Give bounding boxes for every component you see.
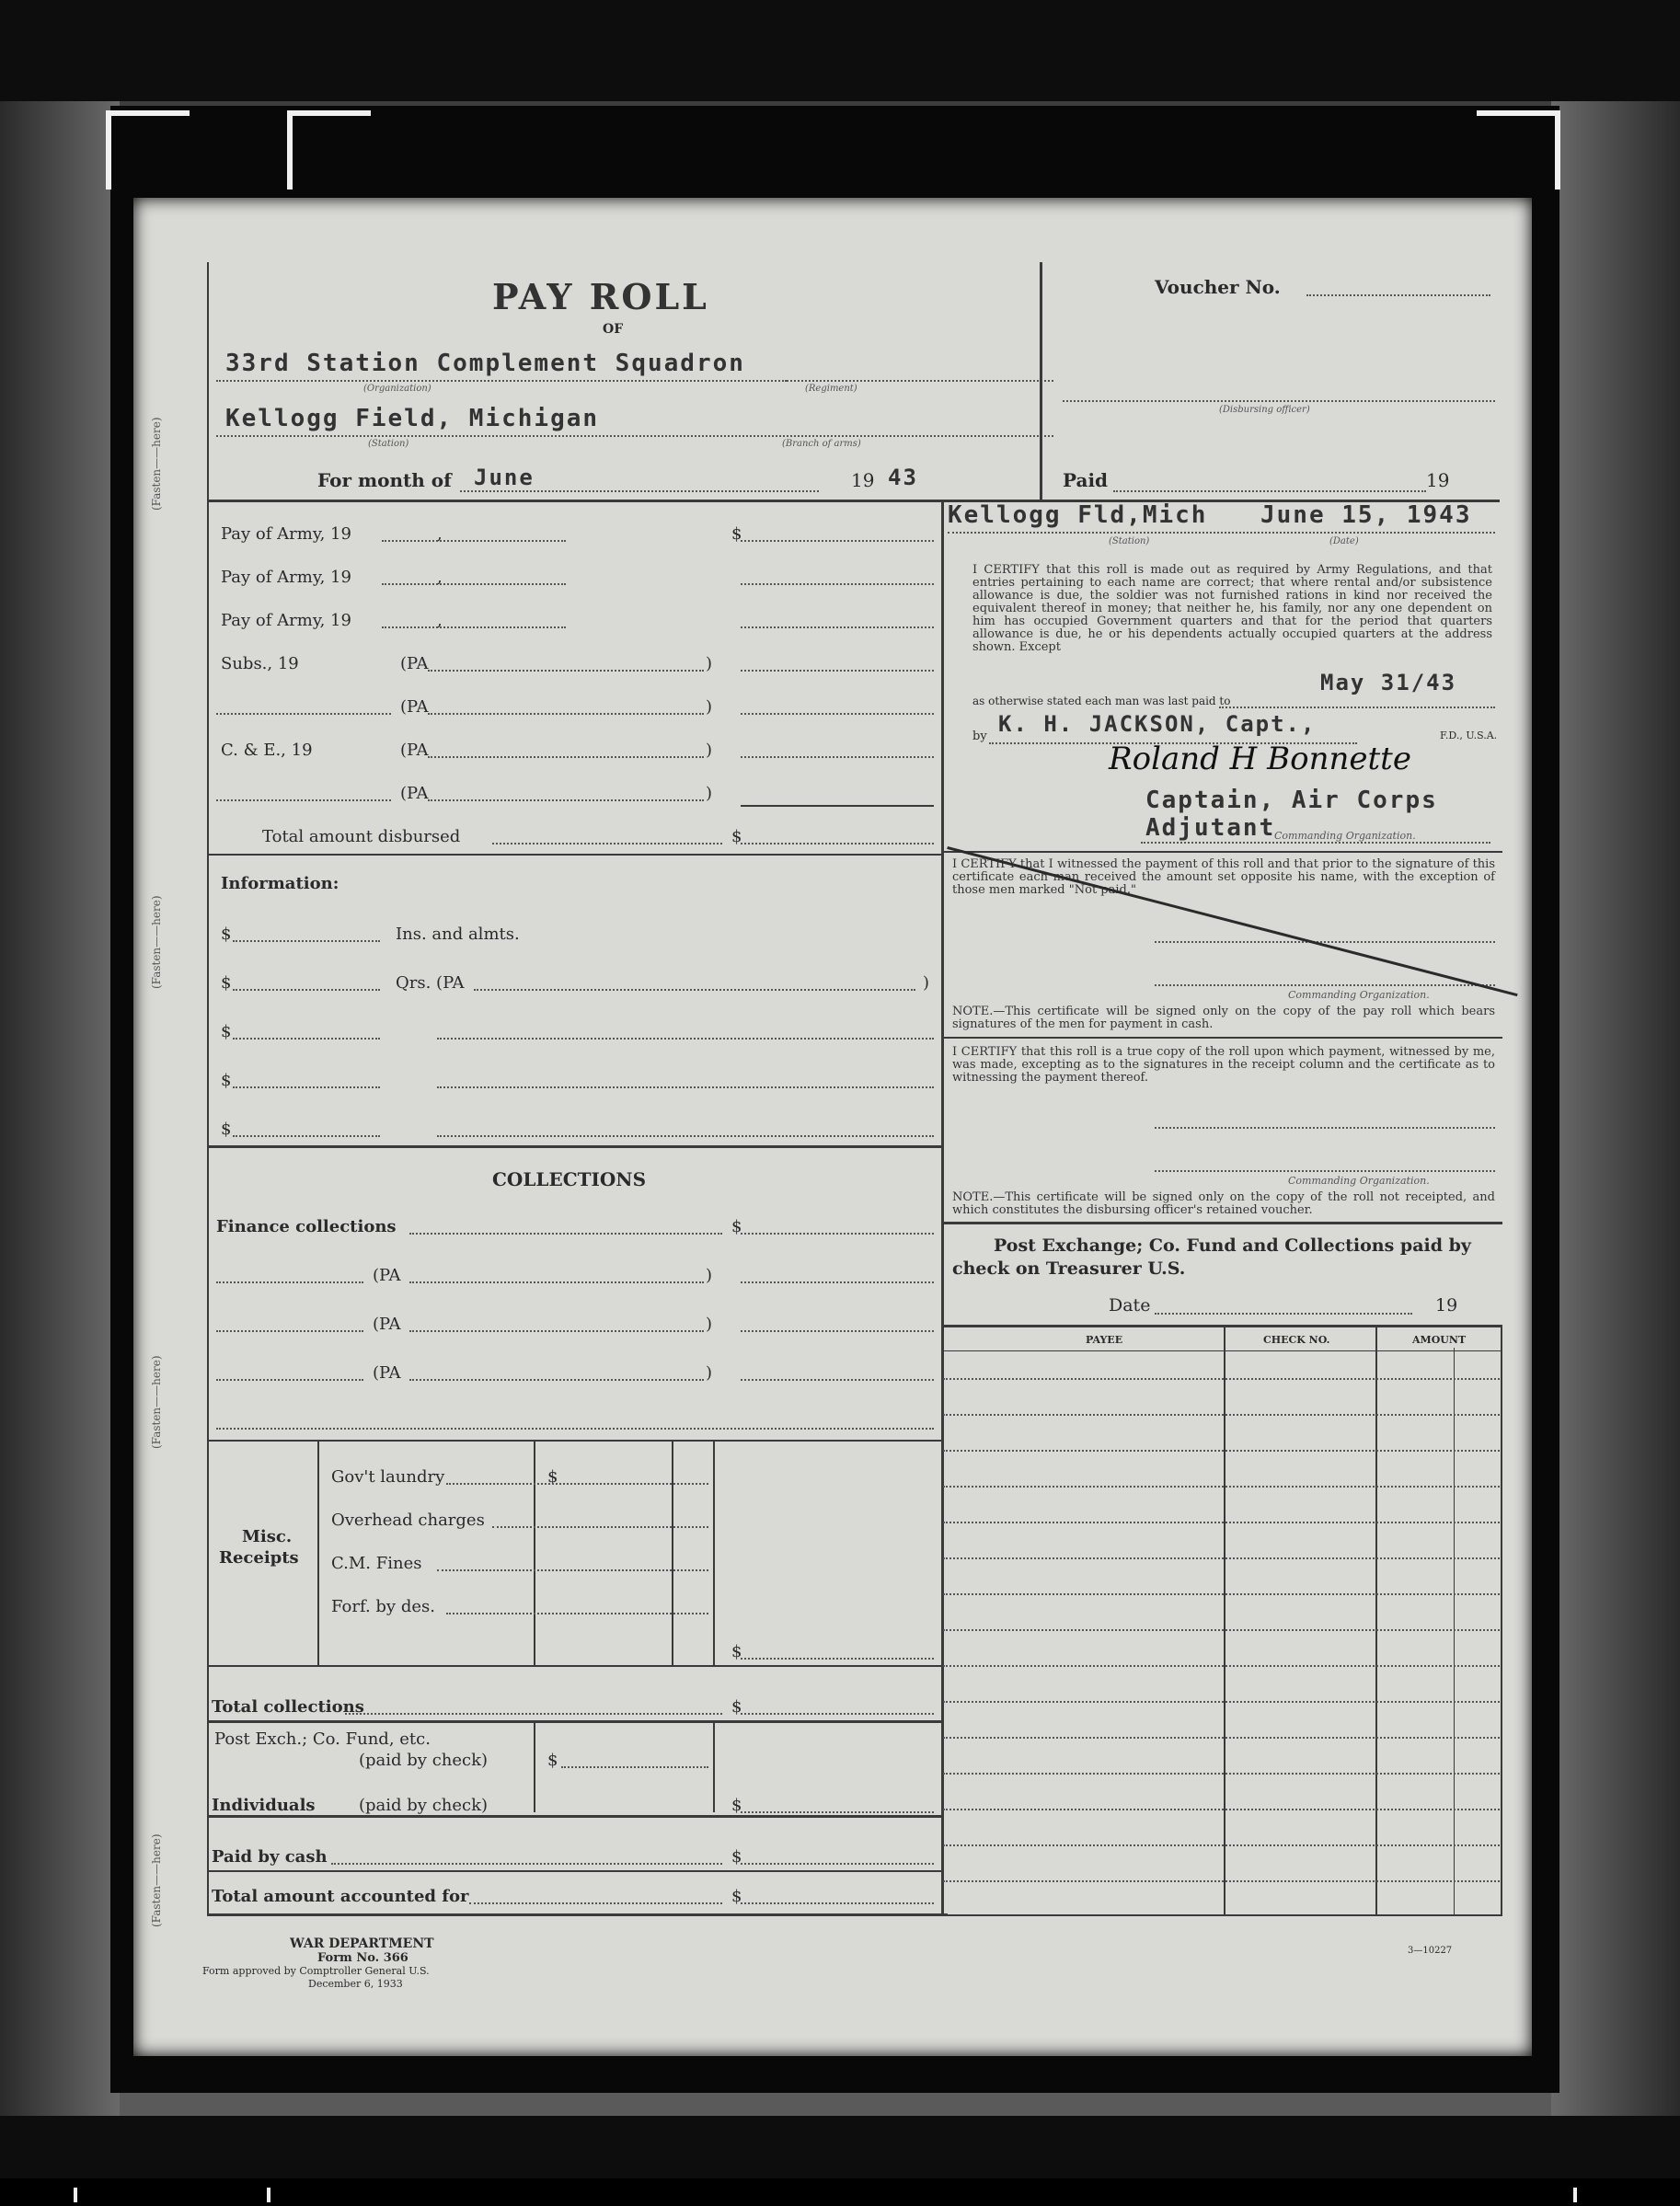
finance-amount-line <box>741 1233 934 1235</box>
year-value: 43 <box>888 465 918 490</box>
officer-title: Adjutant <box>1145 814 1276 842</box>
note-1: NOTE.—This certificate will be signed only on the copy of the pay roll which bears signatures of the men for payment in cash. <box>952 1005 1495 1031</box>
pay-row-amount-line <box>741 713 934 715</box>
payee-row-line <box>943 1629 1500 1631</box>
info-line <box>474 989 915 991</box>
note-2-rule <box>941 1222 1502 1224</box>
station-value: Kellogg Field, Michigan <box>225 405 600 432</box>
collection-pa-line <box>216 1281 363 1283</box>
info-text: Ins. and almts. <box>396 925 520 944</box>
total-disbursed-line <box>492 843 722 844</box>
pay-row-line <box>428 799 704 801</box>
footer-approved: Form approved by Comptroller General U.S. <box>202 1965 430 1977</box>
officer-signature: Roland H Bonnette <box>1109 741 1411 777</box>
organization-caption: (Organization) <box>363 384 432 394</box>
pay-row-amount-rule <box>741 805 934 807</box>
total-accounted-dollar: $ <box>731 1887 742 1906</box>
pay-row-line <box>216 713 391 715</box>
film-edge-right <box>1551 101 1680 2116</box>
total-collections-dollar: $ <box>731 1697 742 1717</box>
film-bottom-bar <box>0 2178 1680 2206</box>
header-divider <box>1040 262 1042 501</box>
misc-line <box>446 1483 708 1485</box>
payee-row-line <box>943 1486 1500 1488</box>
crop-mark-right <box>1477 110 1560 190</box>
voucher-line <box>1306 294 1490 296</box>
info-line <box>437 1135 934 1137</box>
misc-item: Forf. by des. <box>331 1597 435 1616</box>
total-disbursed-dollar: $ <box>731 827 742 846</box>
total-disbursed-amount-line <box>741 843 934 844</box>
note-2: NOTE.—This certificate will be signed only on the copy of the roll not receipted, and which constitutes the disbursing officer's retained voucher. <box>952 1190 1495 1217</box>
info-text: Qrs. (PA <box>396 973 465 993</box>
right-border <box>1501 1325 1502 1916</box>
paid-line <box>1113 490 1426 492</box>
regiment-line <box>787 380 1053 382</box>
post-box-divider-2 <box>713 1720 715 1812</box>
post-exch-label-2: (paid by check) <box>359 1751 489 1770</box>
crop-mark-left <box>106 110 190 190</box>
officer-line <box>1141 842 1490 844</box>
paid-label: Paid <box>1063 469 1109 491</box>
individuals-rule <box>207 1815 943 1818</box>
payee-row-line <box>943 1378 1500 1380</box>
info-dollar: $ <box>221 973 232 993</box>
finance-dollar: $ <box>731 1217 742 1236</box>
info-bottom-rule <box>207 1145 943 1148</box>
voucher-label: Voucher No. <box>1155 276 1281 298</box>
total-accounted-label: Total amount accounted for <box>212 1887 469 1906</box>
collection-pa: (PA <box>373 1363 401 1383</box>
pay-row-label: Pay of Army, 19 <box>221 611 351 630</box>
officer-rank: Captain, Air Corps <box>1145 787 1438 814</box>
info-dollar: $ <box>221 1120 232 1139</box>
collection-pa-close: ) <box>706 1363 713 1383</box>
pay-row-amount-line <box>741 670 934 672</box>
form-of: OF <box>603 322 624 337</box>
paid-to-typed: May 31/43 <box>1320 670 1457 695</box>
collection-pa-line <box>216 1330 363 1332</box>
pay-row-close: ) <box>706 741 713 760</box>
collection-pa-close: ) <box>706 1315 713 1334</box>
total-accounted-line <box>469 1902 722 1904</box>
pay-row-mid: (PA <box>400 654 429 673</box>
organization-value: 33rd Station Complement Squadron <box>225 350 745 377</box>
post-exchange-date-label: Date <box>1109 1295 1151 1316</box>
true-copy-line <box>1155 1127 1495 1129</box>
commanding-caption-2: Commanding Organization. <box>1288 989 1430 1001</box>
amount-column-header: AMOUNT <box>1412 1334 1467 1346</box>
post-exch-label: Post Exch.; Co. Fund, etc. <box>214 1729 431 1749</box>
regiment-caption: (Regiment) <box>805 384 857 394</box>
payee-row-line <box>943 1844 1500 1846</box>
organization-line <box>216 380 787 382</box>
pay-row-close: ) <box>706 784 713 803</box>
misc-line <box>437 1569 708 1571</box>
info-line <box>233 940 380 942</box>
misc-line <box>446 1613 708 1614</box>
cert-station-typed: Kellogg Fld,Mich <box>948 501 1208 529</box>
misc-box-divider-2 <box>534 1440 535 1665</box>
misc-box-divider-1 <box>317 1440 319 1665</box>
fasten-here-label: (Fasten——here) <box>150 1833 163 1927</box>
branch-caption: (Branch of arms) <box>782 439 861 449</box>
pay-row-mid: (PA <box>400 697 429 717</box>
paid-to-line <box>1219 707 1495 708</box>
crop-mark-left-inner <box>287 110 371 190</box>
misc-box-bottom <box>207 1665 943 1667</box>
individuals-dollar: $ <box>731 1796 742 1815</box>
true-copy-line-2 <box>1155 1170 1495 1172</box>
collection-pa: (PA <box>373 1266 401 1285</box>
footer-dept: WAR DEPARTMENT <box>290 1936 434 1951</box>
collection-amount-line <box>741 1330 934 1332</box>
pay-row-line <box>428 756 704 758</box>
payee-row-line <box>943 1773 1500 1775</box>
pay-row-amount-line <box>741 540 934 542</box>
pay-row-label: Pay of Army, 19 <box>221 568 351 587</box>
collection-amount-line <box>741 1379 934 1381</box>
paid-by-cash-amount-line <box>741 1863 934 1865</box>
paid-by-cash-line <box>331 1863 722 1865</box>
misc-item: Gov't laundry <box>331 1467 445 1487</box>
payee-row-line <box>943 1593 1500 1595</box>
center-divider <box>941 500 944 1916</box>
witness-line-2 <box>1155 984 1495 986</box>
station-line <box>216 435 1053 437</box>
amount-col-divider <box>1454 1348 1455 1916</box>
by-typed: K. H. JACKSON, Capt., <box>998 711 1317 737</box>
collection-pa-line <box>409 1379 704 1381</box>
film-edge-left <box>0 101 120 2116</box>
payee-row-line <box>943 1450 1500 1452</box>
cert-section-rule <box>941 851 1502 853</box>
certify-paragraph: I CERTIFY that this roll is made out as required by Army Regulations, and that entries pertaining to each name are correct; that where rental and/or subsistence allowance is due, the soldier was not furnished rations in kind nor received the equivalent thereof in money; that neither he, his family, nor any one dependent on him has occupied Government quarters and that for the period that quarters allowance is due, he or his dependents actually occupied quarters at the address shown. Except <box>972 563 1492 654</box>
payee-row-line <box>943 1737 1500 1739</box>
pay-row-line <box>382 583 566 585</box>
info-dollar: $ <box>221 925 232 944</box>
pay-row-amount-line <box>741 626 934 628</box>
collection-pa-line <box>409 1330 704 1332</box>
cert-station-line <box>948 532 1495 534</box>
commanding-caption: Commanding Organization. <box>1274 830 1416 842</box>
by-label: by <box>972 730 987 743</box>
pay-row-line <box>428 713 704 715</box>
pay-section-bottom-rule <box>207 854 943 856</box>
total-collections-amount-line <box>741 1713 934 1715</box>
month-value: June <box>474 465 535 490</box>
misc-dollar: $ <box>547 1467 558 1487</box>
total-collections-label: Total collections <box>212 1697 364 1717</box>
film-tick <box>74 2188 77 2202</box>
post-box-divider-1 <box>534 1720 535 1812</box>
misc-box-divider-3 <box>672 1440 673 1665</box>
paid-year: 19 <box>1426 469 1450 491</box>
finance-collections-label: Finance collections <box>216 1217 397 1236</box>
footer-form-no: Form No. 366 <box>317 1951 408 1965</box>
info-line <box>233 1135 380 1137</box>
pay-row-line <box>382 626 566 628</box>
film-tick <box>1573 2188 1577 2202</box>
fasten-here-label: (Fasten——here) <box>150 895 163 989</box>
pay-roll-form <box>133 198 1532 2056</box>
post-exchange-heading: Post Exchange; Co. Fund and Collections paid by <box>994 1235 1471 1256</box>
month-label: For month of <box>317 469 452 491</box>
individuals-label-2: (paid by check) <box>359 1796 489 1815</box>
witness-paragraph: I CERTIFY that I witnessed the payment of this roll and that prior to the signature of this certificate each man received the amount set opposite his name, with the exception of those men marked "Not paid." <box>952 857 1495 897</box>
check-no-column-header: CHECK NO. <box>1263 1334 1330 1346</box>
misc-line <box>492 1526 708 1528</box>
payee-row-line <box>943 1665 1500 1667</box>
disbursing-caption: (Disbursing officer) <box>1219 405 1310 415</box>
collection-pa-line <box>216 1379 363 1381</box>
misc-total-dollar: $ <box>731 1642 742 1661</box>
true-copy-paragraph: I CERTIFY that this roll is a true copy of the roll upon which payment, witnessed by me, was made, excepting as to the signatures in the receipt column and the certificate as to witnessing the payment thereof. <box>952 1045 1495 1085</box>
payee-row-line <box>943 1880 1500 1882</box>
info-dollar: $ <box>221 1022 232 1041</box>
disbursing-line <box>1063 400 1495 402</box>
paid-by-cash-label: Paid by cash <box>212 1847 328 1867</box>
month-line <box>460 490 819 492</box>
commanding-caption-3: Commanding Organization. <box>1288 1175 1430 1187</box>
pay-row-mid: , <box>437 611 443 630</box>
collections-total-rule <box>207 1720 943 1723</box>
info-dollar: $ <box>221 1071 232 1090</box>
total-disbursed-label: Total amount disbursed <box>262 827 461 846</box>
collections-heading: COLLECTIONS <box>492 1168 647 1190</box>
fasten-here-label: (Fasten——here) <box>150 1355 163 1449</box>
payee-row-line <box>943 1809 1500 1810</box>
fd-label: F.D., U.S.A. <box>1440 730 1498 741</box>
info-line <box>233 1086 380 1088</box>
pay-row-label: Subs., 19 <box>221 654 299 673</box>
payee-row-line <box>943 1557 1500 1559</box>
payee-col-divider <box>1224 1327 1225 1916</box>
pay-row-line <box>216 799 391 801</box>
info-line <box>437 1038 934 1040</box>
misc-label: Receipts <box>219 1548 299 1568</box>
cert-date-typed: June 15, 1943 <box>1260 501 1472 529</box>
total-accounted-amount-line <box>741 1902 934 1904</box>
misc-item: C.M. Fines <box>331 1554 422 1573</box>
total-collections-line <box>345 1713 722 1715</box>
pay-row-line <box>428 670 704 672</box>
misc-total-line <box>741 1658 934 1660</box>
payee-header-rule <box>941 1350 1502 1351</box>
post-exch-dollar: $ <box>547 1751 558 1770</box>
misc-box-divider-4 <box>713 1440 715 1665</box>
pay-row-mid: , <box>437 568 443 587</box>
payee-table-top <box>941 1325 1502 1327</box>
check-col-divider <box>1375 1327 1377 1916</box>
paid-to-label: as otherwise stated each man was last paid to <box>972 695 1231 707</box>
station-caption: (Station) <box>368 439 409 449</box>
year-prefix: 19 <box>851 469 875 491</box>
pay-row-mid: (PA <box>400 741 429 760</box>
finance-line <box>409 1233 722 1235</box>
pay-row-line <box>382 540 566 542</box>
collection-blank-line <box>216 1428 934 1430</box>
pay-row-label: C. & E., 19 <box>221 741 313 760</box>
post-exchange-heading-2: check on Treasurer U.S. <box>952 1258 1186 1279</box>
info-line <box>233 1038 380 1040</box>
film-tick <box>267 2188 270 2202</box>
collection-pa: (PA <box>373 1315 401 1334</box>
pay-row-amount-line <box>741 756 934 758</box>
collection-pa-close: ) <box>706 1266 713 1285</box>
footer-date: December 6, 1933 <box>308 1978 403 1990</box>
pay-row-label: Pay of Army, 19 <box>221 524 351 544</box>
payee-column-header: PAYEE <box>1086 1334 1123 1346</box>
cert-date-caption: (Date) <box>1329 536 1359 546</box>
pay-row-close: ) <box>706 654 713 673</box>
info-line <box>233 989 380 991</box>
form-title: PAY ROLL <box>492 276 709 317</box>
post-exchange-date-year: 19 <box>1435 1295 1458 1316</box>
payee-row-line <box>943 1414 1500 1416</box>
pay-row-mid: (PA <box>400 784 429 803</box>
payee-table-bottom <box>941 1914 1502 1916</box>
individuals-label: Individuals <box>212 1796 316 1815</box>
misc-label: Misc. <box>242 1527 293 1546</box>
footer-code: 3—10227 <box>1408 1946 1453 1956</box>
post-exchange-date-line <box>1155 1313 1412 1315</box>
paid-by-cash-rule <box>207 1870 943 1872</box>
cert-station-caption: (Station) <box>1109 536 1150 546</box>
pay-row-close: ) <box>706 697 713 717</box>
post-exch-line <box>561 1766 708 1768</box>
info-line <box>437 1086 934 1088</box>
fasten-here-label: (Fasten——here) <box>150 417 163 511</box>
information-label: Information: <box>221 874 339 893</box>
individuals-amount-line <box>741 1811 934 1813</box>
collection-pa-line <box>409 1281 704 1283</box>
paid-by-cash-dollar: $ <box>731 1847 742 1867</box>
payee-row-line <box>943 1701 1500 1703</box>
misc-item: Overhead charges <box>331 1511 485 1530</box>
note-1-rule <box>941 1037 1502 1039</box>
bottom-rule <box>207 1913 948 1916</box>
payee-row-line <box>943 1522 1500 1523</box>
info-close: ) <box>923 973 930 993</box>
pay-row-amount-line <box>741 583 934 585</box>
witness-line <box>1155 941 1495 943</box>
pay-row-dollar: $ <box>731 524 742 544</box>
collection-amount-line <box>741 1281 934 1283</box>
pay-row-mid: , <box>437 524 443 544</box>
